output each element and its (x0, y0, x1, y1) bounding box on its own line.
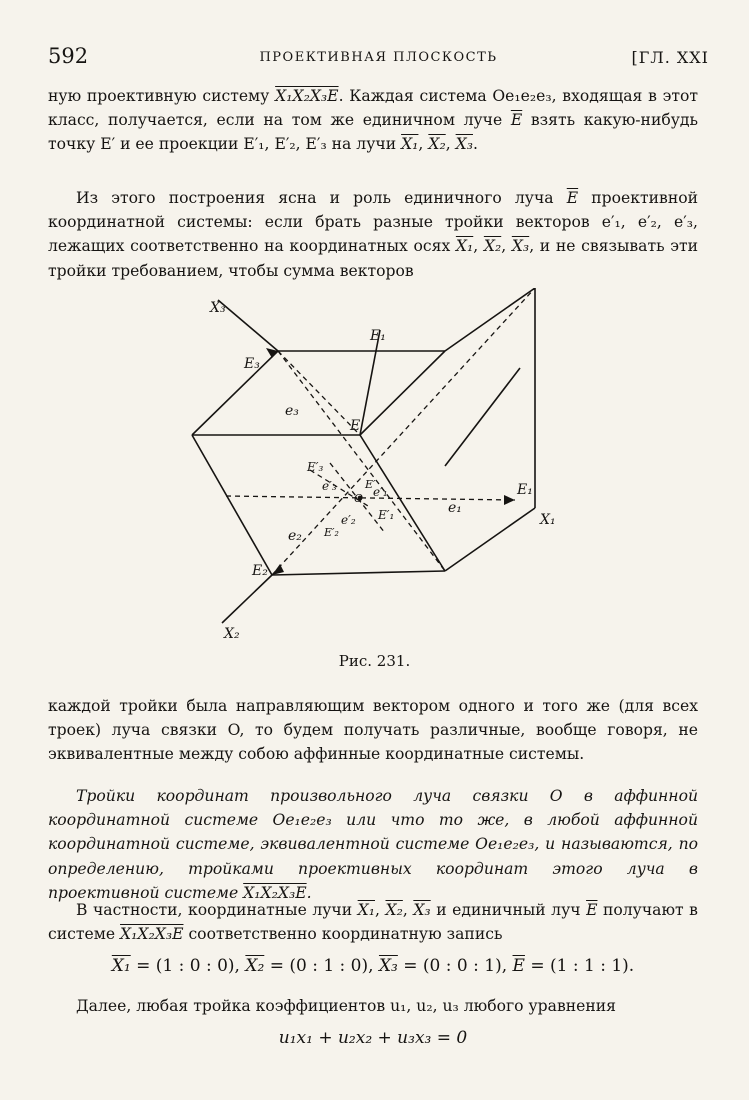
cube-edge (445, 508, 535, 571)
label-e1-prime: E′₁ (378, 508, 395, 522)
paragraph-1: ную проективную систему X₁X₂X₃E. Каждая система Oe₁e₂e₃, входящая в этот класс, получается, если на том же единичном луче $\overline{E}$ взять какую-нибудь точку E′ и ее проекции E′₁, E′₂, E′₃ на лучи X₁, X₂, X₃. (48, 87, 698, 154)
label-e3: E₃ (244, 356, 260, 372)
label-x1: X₁ (540, 512, 556, 528)
label-vec-e2-prime: e′₂ (341, 513, 356, 527)
axis-x3 (218, 300, 278, 351)
dashed-diagonal (278, 351, 445, 571)
chapter-marker: [ГЛ. XXI (631, 48, 709, 67)
arrow-e2 (272, 564, 284, 575)
label-e2-prime: E′₂ (324, 526, 339, 539)
label-o: O (354, 492, 364, 505)
running-title: ПРОЕКТИВНАЯ ПЛОСКОСТЬ (259, 50, 498, 65)
label-vec-e1-prime: e′₁ (373, 485, 388, 499)
paragraph-3: каждой тройки была направляющим вектором одного и того же (для всех троек) луча связки O, то будем получать различные, вообще говоря, не эквивалентные между собою аффинные координатные системы. (48, 697, 698, 764)
coordinate-equation: X₁ = (1 : 0 : 0), X₂ = (0 : 1 : 0), X₃ = (0 : 0 : 1), $\overline{E} = (1$ : 1 : 1). (111, 956, 635, 976)
cube-edge (360, 351, 445, 435)
figure-231 (190, 288, 590, 648)
paragraph-6: Далее, любая тройка коэффициентов u₁, u₂, u₃ любого уравнения (76, 997, 616, 1015)
label-e-prime: E′ (365, 478, 376, 491)
paragraph-2: Из этого построения ясна и роль единичного луча $\overline{E}$ проективной координатной системы: если брать разные тройки векторов e′₁, e′₂, e′₃, лежащих соответственно на координатных осях X₁, X₂, X₃, и не связывать эти тройки требованием, чтобы сумма векторов (48, 189, 699, 280)
arrow-e1 (504, 495, 515, 505)
label-x2: X₂ (224, 626, 240, 642)
axis-x1-dashed (226, 496, 515, 500)
cube-edge (272, 571, 445, 575)
label-vec-e3: e₃ (285, 403, 299, 419)
axis-x2 (222, 575, 272, 623)
final-equation: u₁x₁ + u₂x₂ + u₃x₃ = 0 (278, 1028, 468, 1048)
page-number: 592 (48, 44, 89, 68)
figure-caption: Рис. 231. (338, 652, 411, 670)
label-e3-prime: E′₃ (307, 460, 324, 474)
dashed-diagonal (272, 288, 535, 575)
label-x3: X₃ (210, 300, 226, 316)
label-vec-e1: e₁ (448, 500, 462, 516)
running-header (48, 44, 709, 72)
label-vec-e2: e₂ (288, 528, 302, 544)
label-e1bar: E₁ (370, 328, 386, 344)
dashed-diagonal (278, 351, 360, 435)
cube-edge (445, 288, 535, 351)
label-e: E (350, 418, 361, 434)
cube-edge (192, 435, 272, 575)
label-vec-e3-prime: e′₃ (322, 479, 337, 493)
label-e2: E₂ (252, 563, 268, 579)
cube-edge (360, 435, 445, 571)
label-e1: E₁ (517, 482, 533, 498)
cube-edge (192, 351, 278, 435)
paragraph-5: В частности, координатные лучи X₁, X₂, X₃ и единичный луч $\overline{E}$ получают в системе X₁X₂X₃E соответственно координатную запись (48, 901, 698, 944)
ray-e (445, 368, 520, 466)
paragraph-4: Тройки координат произвольного луча связки O в аффинной координатной системе Oe₁e₂e₃ или что то же, в любой аффинной координатной системе, эквивалентной системе Oe₁e₂e₃, и называются, по определению, тройками проективных координат этого луча в проективной системе X₁X₂X₃E. (48, 787, 698, 902)
